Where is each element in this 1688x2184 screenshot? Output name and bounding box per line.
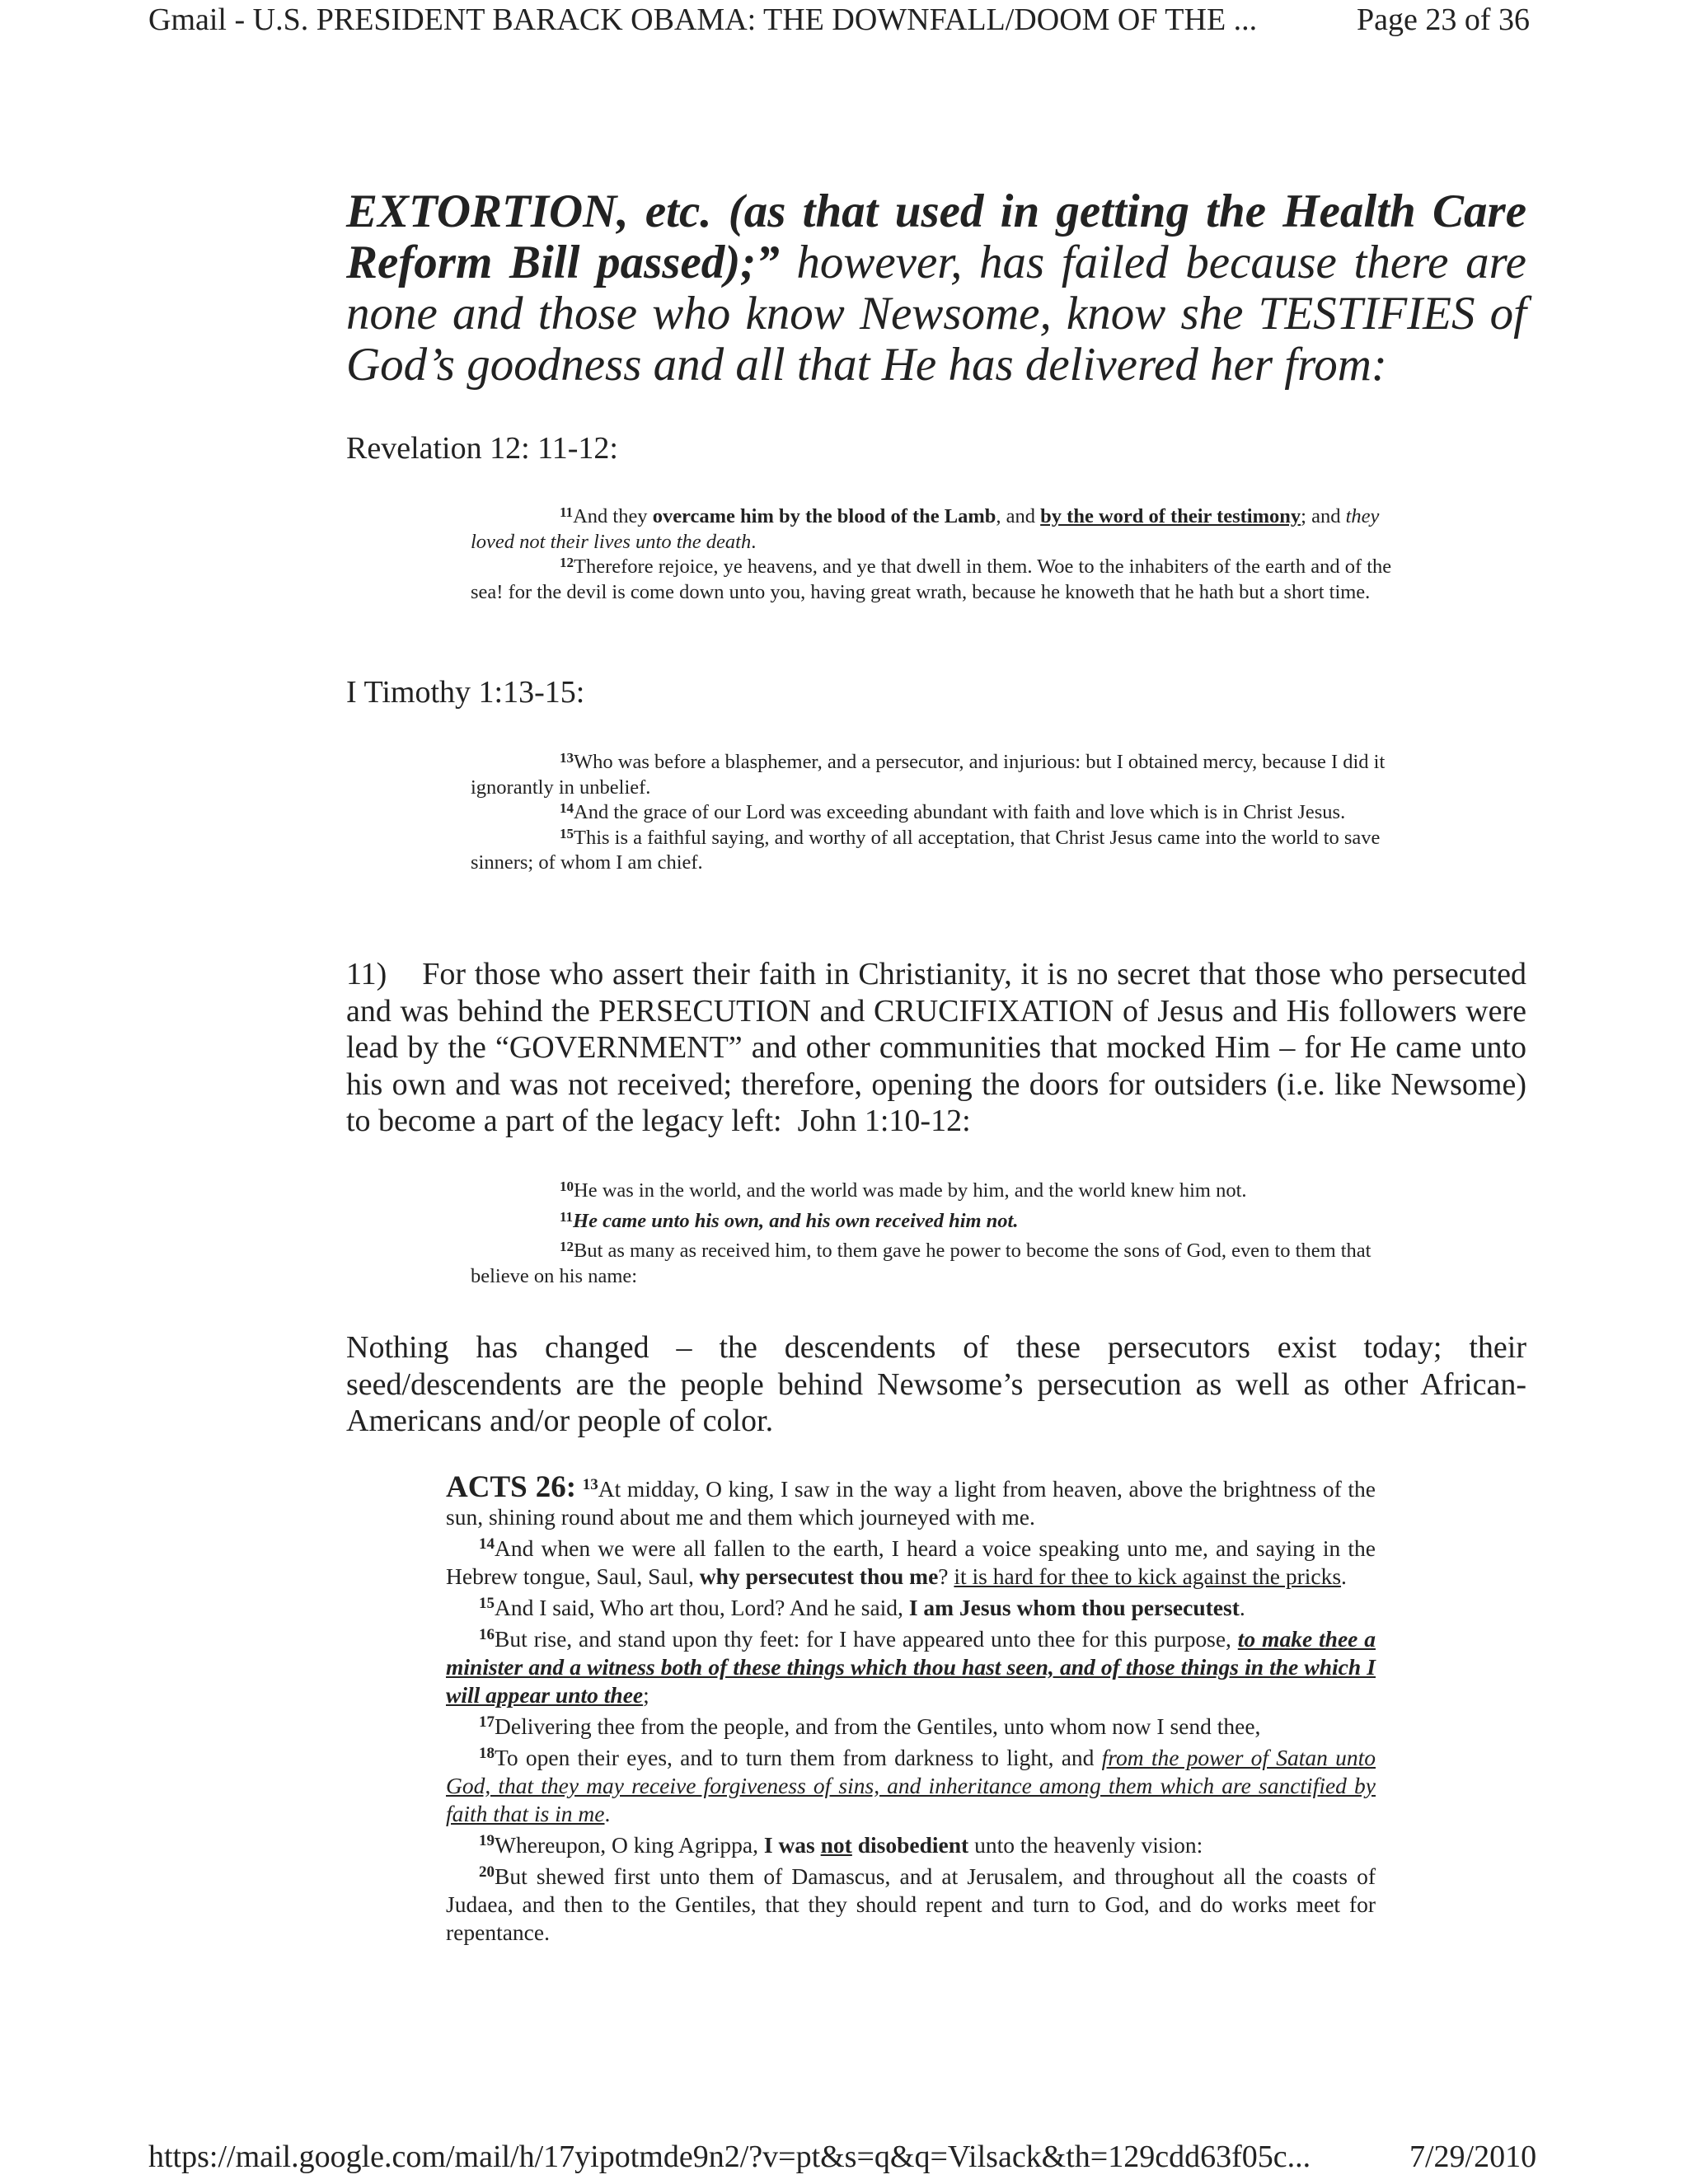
paragraph-11: 11) For those who assert their faith in Christianity, it is no secret that those who persecuted and was behind the PERSECUTION and CRUCIFIXATION of Jesus and His followers were lead by the “GOVERNMENT” and other communities that mocked Him – for He came unto his own and was not received; therefore, opening the doors for outsiders (i.e. like Newsome) to become a part of the legacy left: John 1:10-12: <box>346 957 1535 1138</box>
verse-number: 17 <box>479 1713 495 1731</box>
verse-number: 11 <box>560 1208 574 1225</box>
revelation-verses <box>471 504 1423 605</box>
verse: $^{16}$But rise, and stand upon thy feet: for I have appeared unto thee for this purpose, to make thee a minister and a witness both of these things which thou hast seen, and of those things in the which I will appear unto thee; <box>446 1626 1376 1708</box>
verse: $^{19}$Whereupon, O king Agrippa, I was not disobedient unto the heavenly vision: <box>479 1832 1203 1858</box>
verse-number: 12 <box>560 1239 574 1254</box>
verse: $^{15}$This is a faithful saying, and worthy of all acceptation, that Christ Jesus came into the world to save sinners; of whom I am chief. <box>471 825 1381 874</box>
verse: $^{10}$He was in the world, and the world was made by him, and the world knew him not. <box>560 1179 1247 1202</box>
verse-number: 20 <box>479 1863 495 1881</box>
paragraph-nothing-changed: Nothing has changed – the descendents of these persecutors exist today; their seed/descendents are the people behind Newsome’s persecution as well as other African-Americans and/or people of color. <box>346 1330 1526 1438</box>
verse: $^{18}$To open their eyes, and to turn them from darkness to light, and from the power of Satan unto God, that they may receive forgiveness of sins, and inheritance among them which are sanctified by faith that is in me. <box>446 1745 1376 1826</box>
acts-26-passage <box>446 1470 1376 1950</box>
page-number: Page 23 of 36 <box>1357 2 1531 37</box>
verse-number: 13 <box>582 1476 598 1493</box>
verse-number: 11 <box>560 504 574 520</box>
page-url: https://mail.google.com/mail/h/17yipotmde9n2/?v=pt&s=q&q=Vilsack&th=129cdd63f05c... <box>148 2139 1311 2174</box>
verse-number: 14 <box>560 800 574 816</box>
verse: $^{12}$Therefore rejoice, ye heavens, and ye that dwell in them. Woe to the inhabiters of the earth and of the sea! for the devil is come down unto you, having great wrath, because he knoweth that he hath but a short time. <box>471 555 1392 603</box>
verse: $^{11}$He came unto his own, and his own received him not. <box>560 1208 1019 1232</box>
timothy-verses <box>471 750 1423 876</box>
verse: $^{17}$Delivering thee from the people, and from the Gentiles, unto whom now I send thee, <box>479 1713 1261 1739</box>
intro-paragraph <box>346 186 1526 391</box>
verse-number: 18 <box>479 1745 495 1762</box>
verse-number: 10 <box>560 1179 574 1194</box>
verse: $^{11}$And they overcame him by the blood of the Lamb, and by the word of their testimony; and they loved not their lives unto the death. <box>471 504 1380 553</box>
verse-number: 15 <box>560 825 574 841</box>
verse: $^{13}$Who was before a blasphemer, and a persecutor, and injurious: but I obtained mercy, because I did it ignorantly in unbelief. <box>471 750 1386 799</box>
verse: $^{12}$But as many as received him, to them gave he power to become the sons of God, even to them that believe on his name: <box>471 1239 1372 1287</box>
acts-heading: ACTS 26: <box>446 1470 577 1504</box>
print-footer <box>0 2139 1688 2184</box>
document-title: Gmail - U.S. PRESIDENT BARACK OBAMA: THE DOWNFALL/DOOM OF THE ... <box>148 2 1258 37</box>
verse-number: 15 <box>479 1595 495 1612</box>
verse: $^{14}$And the grace of our Lord was exceeding abundant with faith and love which is in Christ Jesus. <box>560 800 1346 823</box>
verse-number: 19 <box>479 1832 495 1849</box>
intro-italic-text: however, has failed because there are none and those who know Newsome, know she TESTIFIES of God’s goodness and all that He has delivered her from: <box>346 237 1526 391</box>
verse: $^{15}$And I said, Who art thou, Lord? And he said, I am Jesus whom thou persecutest. <box>479 1595 1245 1620</box>
verse: $^{20}$But shewed first unto them of Damascus, and at Jerusalem, and throughout all the coasts of Judaea, and then to the Gentiles, that they should repent and turn to God, and do works meet for repentance. <box>446 1863 1376 1945</box>
intro-bold-text: EXTORTION, etc. (as that used in getting the Health Care Reform Bill passed);” <box>346 185 1526 288</box>
john-verses <box>471 1179 1423 1289</box>
verse: ACTS 26: $^{13}$At midday, O king, I saw in the way a light from heaven, above the brightness of the sun, shining round about me and them which journeyed with me. <box>446 1470 1376 1530</box>
revelation-reference: Revelation 12: 11-12: <box>346 431 618 466</box>
timothy-reference: I Timothy 1:13-15: <box>346 675 585 710</box>
print-header <box>0 2 1688 51</box>
verse-number: 14 <box>479 1535 495 1553</box>
verse-number: 12 <box>560 555 574 570</box>
verse: $^{14}$And when we were all fallen to the earth, I heard a voice speaking unto me, and saying in the Hebrew tongue, Saul, Saul, why persecutest thou me? it is hard for thee to kick against the pricks. <box>446 1535 1376 1589</box>
verse-number: 16 <box>479 1626 495 1643</box>
verse-number: 13 <box>560 750 574 766</box>
print-date: 7/29/2010 <box>1409 2139 1537 2174</box>
